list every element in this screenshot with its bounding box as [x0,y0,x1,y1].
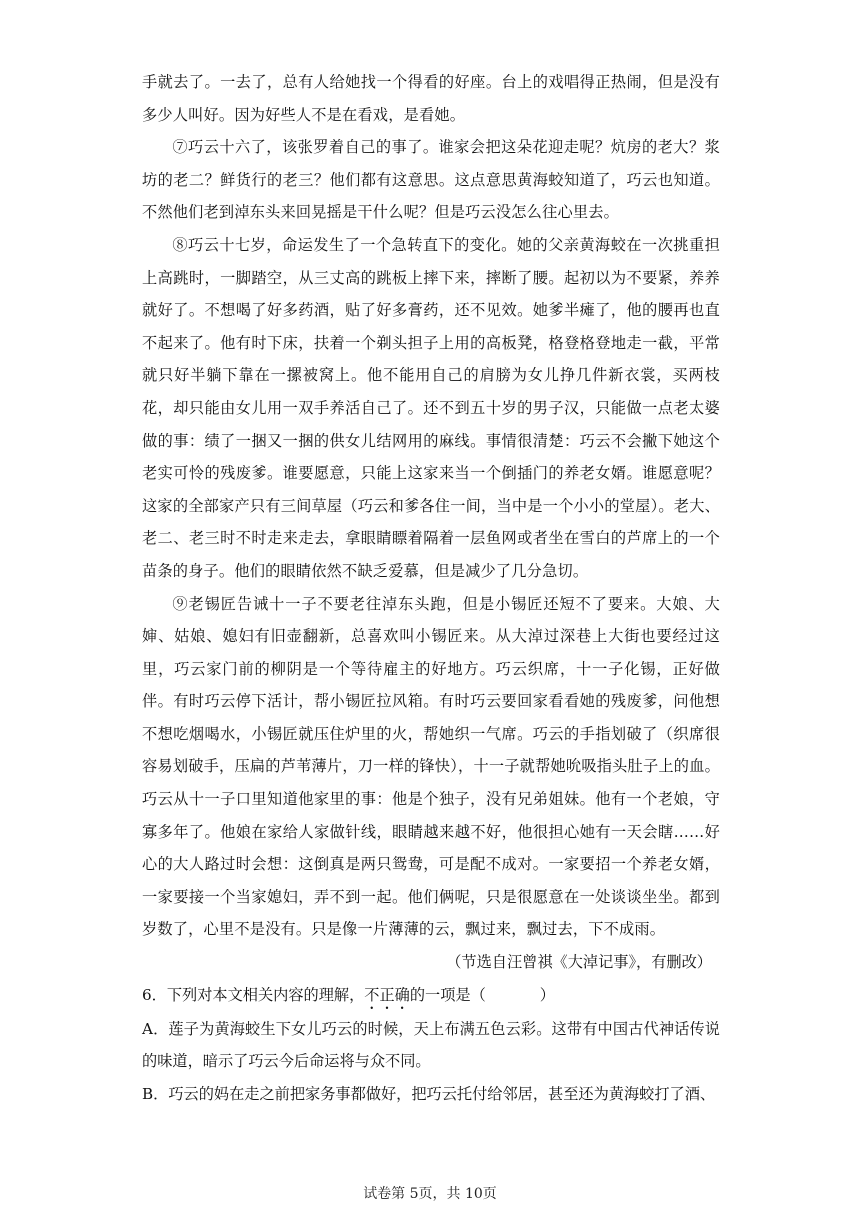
passage-paragraph-7: ⑦巧云十六了，该张罗着自己的事了。谁家会把这朵花迎走呢？炕房的老大？浆坊的老二？鲜货行的老三？他们都有这意思。这点意思黄海蛟知道了，巧云也知道。不然他们老到淖东头来回晃摇是干什么呢？但是巧云没怎么往心里去。 [142,138,720,222]
question-stem-before: 6．下列对本文相关内容的理解， [142,985,365,1004]
question-stem-emphasis: 不正确 [364,985,410,1004]
question-stem-close: ） [539,985,555,1004]
option-a: A．莲子为黄海蛟生下女儿巧云的时候，天上布满五色云彩。这带有中国古代神话传说的味道，暗示了巧云今后命运将与众不同。 [142,1019,720,1071]
page-footer: 试卷第 5页，共 10页 [363,1186,497,1202]
passage-paragraph-9: ⑨老锡匠告诫十一子不要老往淖东头跑，但是小锡匠还短不了要来。大娘、大婶、姑娘、媳妇有旧壶翻新，总喜欢叫小锡匠来。从大淖过深巷上大街也要经过这里，巧云家门前的柳阴是一个等待雇主的好地方。巧云织席，十一子化锡，正好做伴。有时巧云停下活计，帮小锡匠拉风箱。有时巧云要回家看看她的残废爹，问他想不想吃烟喝水，小锡匠就压住炉里的火，帮她织一气席。巧云的手指划破了（织席很容易划破手，压扁的芦苇薄片，刀一样的锋快），十一子就帮她吮吸指头肚子上的血。巧云从十一子口里知道他家里的事：他是个独子，没有兄弟姐妹。他有一个老娘，守寡多年了。他娘在家给人家做针线，眼睛越来越不好，他很担心她有一天会瞎……好心的大人路过时会想：这倒真是两只鸳鸯，可是配不成对。一家要招一个养老女婿，一家要接一个当家媳妇，弄不到一起。他们俩呢，只是很愿意在一处谈谈坐坐。都到岁数了，心里不是没有。只是像一片薄薄的云，飘过来，飘过去，下不成雨。 [142,594,720,939]
passage-paragraph-continued: 手就去了。一去了，总有人给她找一个得看的好座。台上的戏唱得正热闹，但是没有多少人叫好。因为好些人不是在看戏，是看她。 [142,73,720,124]
question-6-stem [142,979,720,1013]
passage-source: （节选自汪曾祺《大淖记事》，有删改） [446,953,712,972]
page-content [142,66,720,1110]
question-stem-after: 的一项是（ [409,985,486,1004]
option-b: B．巧云的妈在走之前把家务事都做好，把巧云托付给邻居，甚至还为黄海蛟打了酒、 [142,1084,716,1103]
passage-paragraph-8: ⑧巧云十七岁，命运发生了一个急转直下的变化。她的父亲黄海蛟在一次挑重担上高跳时，一脚踏空，从三丈高的跳板上摔下来，摔断了腰。起初以为不要紧，养养就好了。不想喝了好多药酒，贴了好多膏药，还不见效。她爹半瘫了，他的腰再也直不起来了。他有时下床，扶着一个剃头担子上用的高板凳，格登格登地走一截，平常就只好半躺下靠在一摞被窝上。他不能用自己的肩膀为女儿挣几件新衣裳，买两枝花，却只能由女儿用一双手养活自己了。还不到五十岁的男子汉，只能做一点老太婆做的事：绩了一捆又一捆的供女儿结网用的麻线。事情很清楚：巧云不会撇下她这个老实可怜的残废爹。谁要愿意，只能上这家来当一个倒插门的养老女婿。谁愿意呢？这家的全部家产只有三间草屋（巧云和爹各住一间，当中是一个小小的堂屋）。老大、老二、老三时不时走来走去，拿眼睛瞟着隔着一层鱼网或者坐在雪白的芦席上的一个苗条的身子。他们的眼睛依然不缺乏爱慕，但是减少了几分急切。 [142,235,720,580]
